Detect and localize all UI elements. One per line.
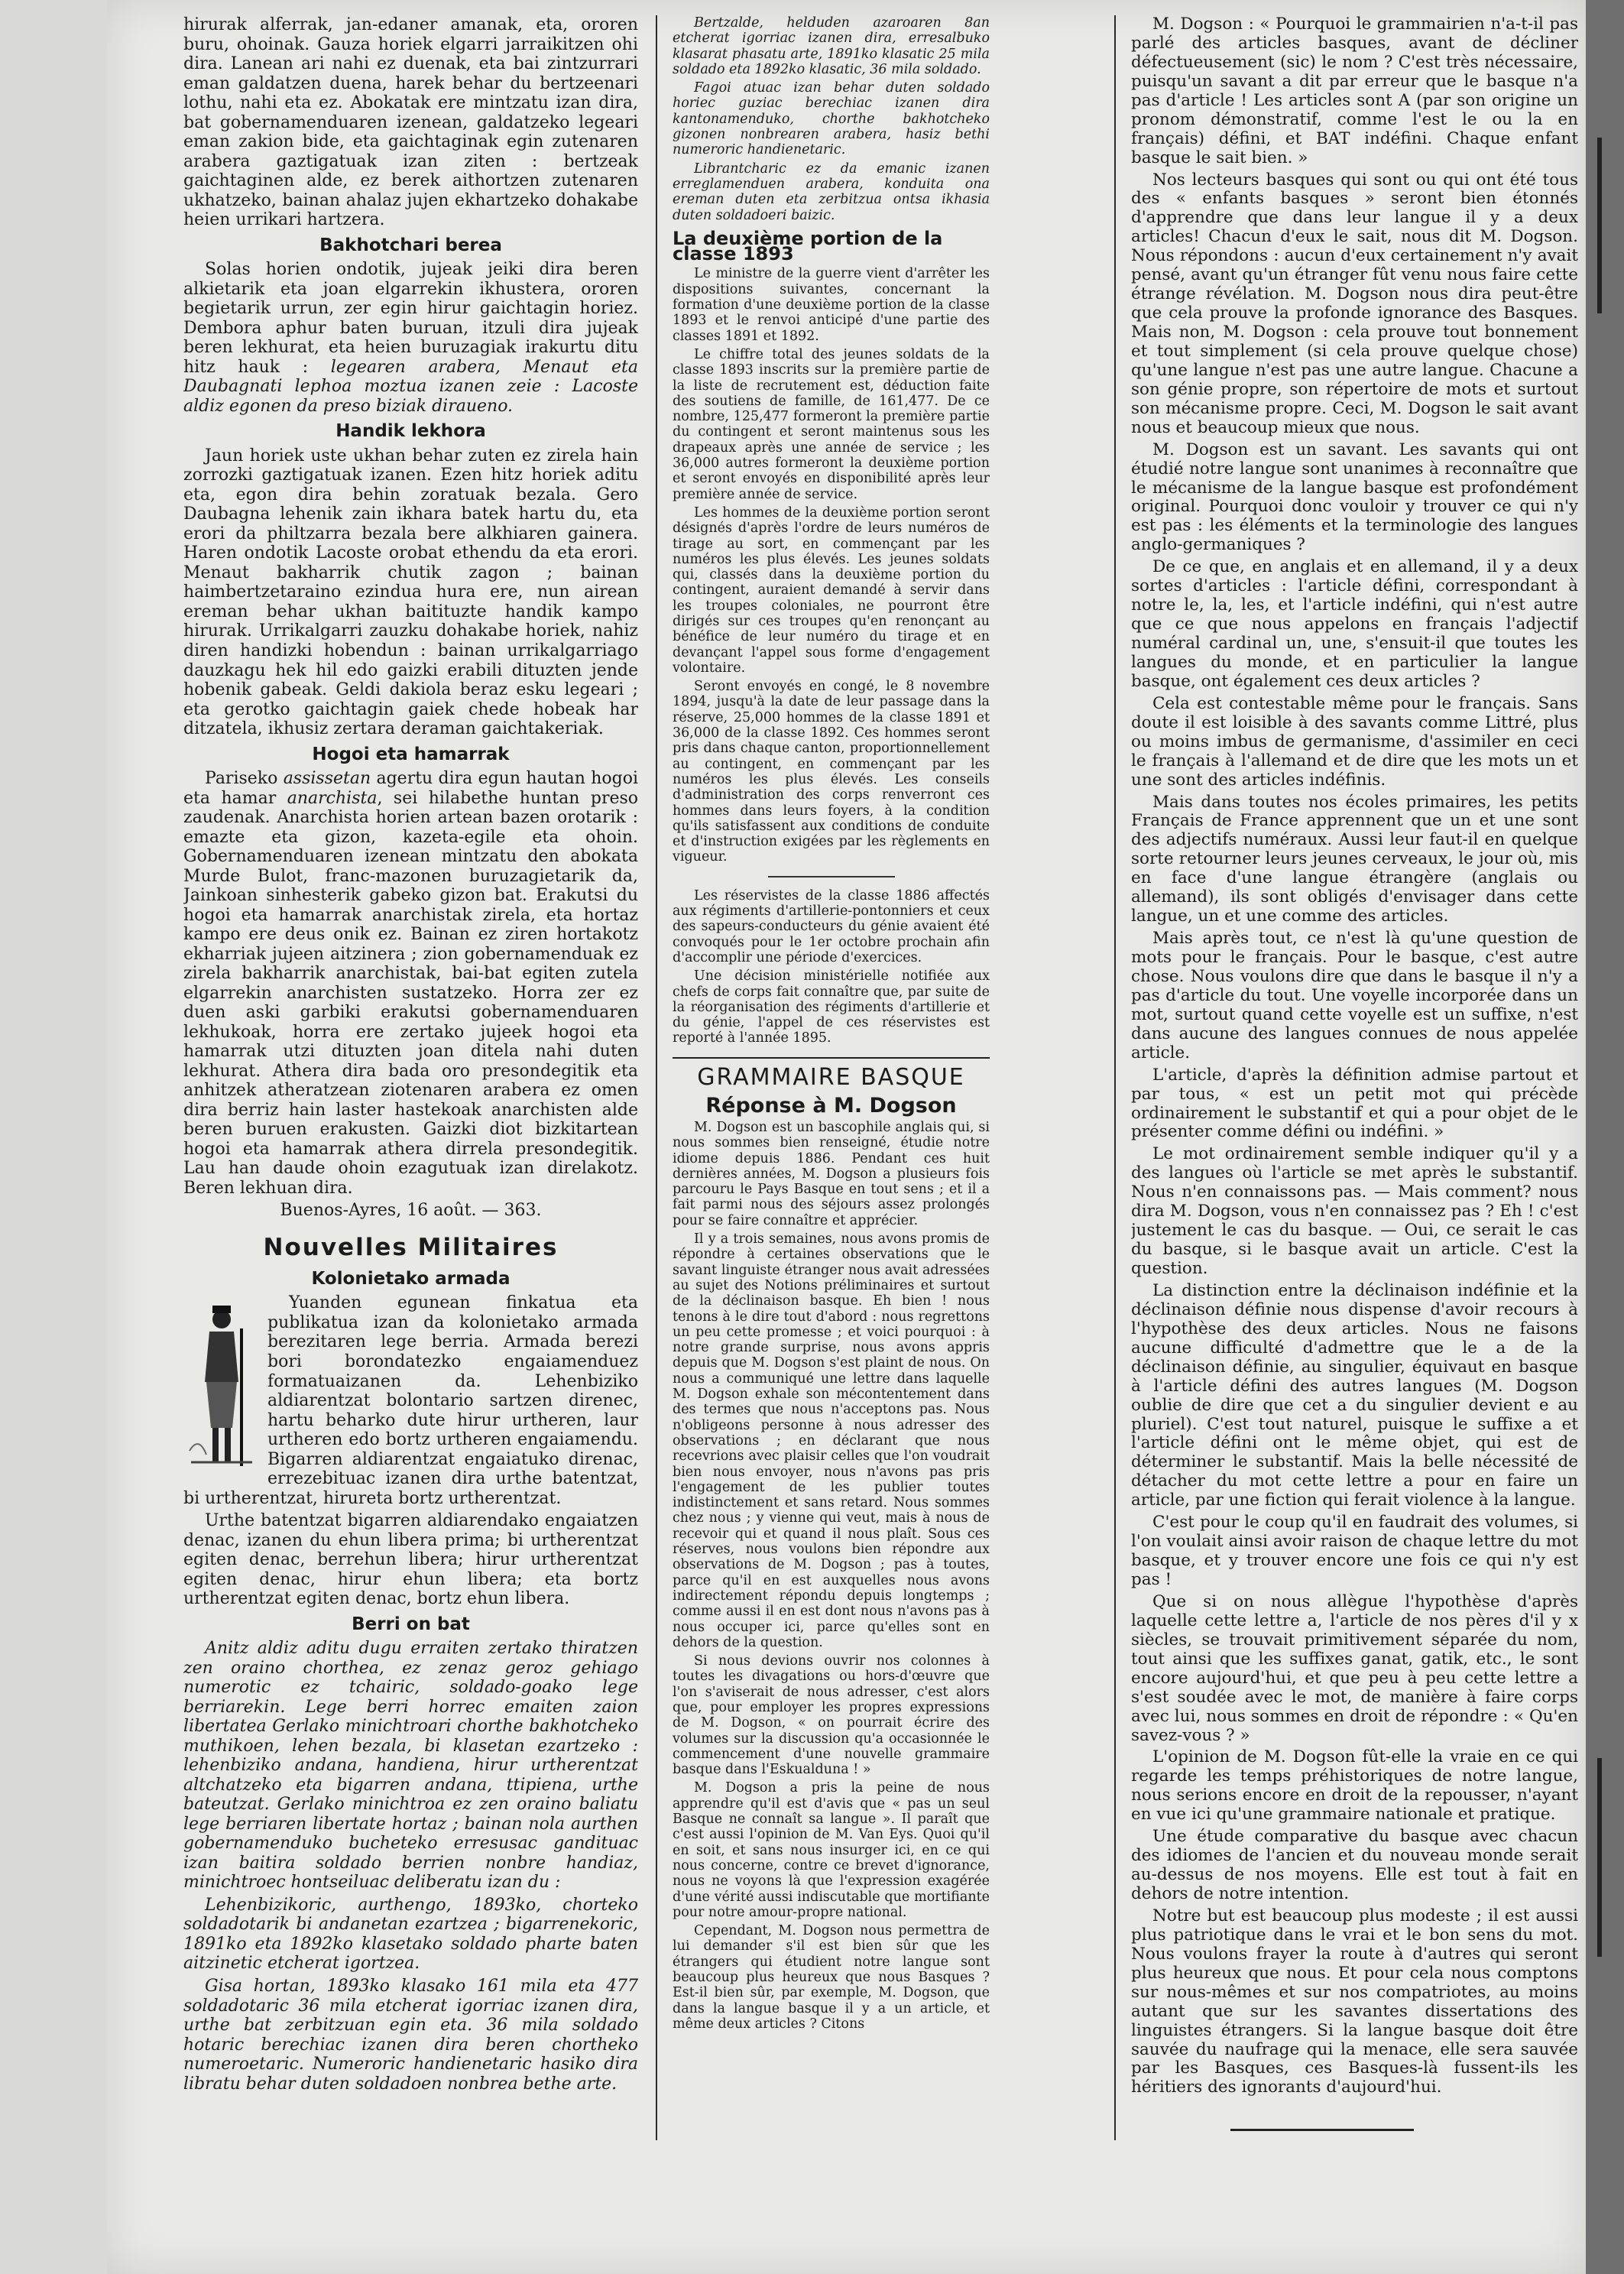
paragraph: Fagoi atuac izan behar duten soldado horiec guziac berechiac izanen dira kantonamenduko, chorthe bakhotcheko gizonen nonbrearen arabera, hasiz bethi numeroric handienetaric. bbox=[673, 80, 990, 158]
italic-text: legearen arabera, Menaut eta Daubagnati lephoa moztua izanen zeie : Lacoste aldiz egonen da preso biziak diraueno. bbox=[183, 357, 638, 416]
paragraph: Nos lecteurs basques qui sont ou qui ont été tous des « enfants basques » seront bien étonnés d'apprendre que dans leur langue il y a deux articles! Chacun d'eux le sait, nous dit M. Dogson. Nous répondons : aucun d'eux certainement n'y avait pensé, avant qu'un étranger fût venu nous faire cette étrange révélation. M. Dogson nous dira peut-être que cela prouve la profonde ignorance des Basques. Mais non, M. Dogson : cela prouve tout bonnement et tout simplement (si cela prouve quelque chose) qu'une langue n'est pas une autre langue. Chacune a son génie propre, son répertoire de mots et surtout son mécanisme propre. Ceci, M. Dogson le sait avant nous et beaucoup mieux que nous. bbox=[1131, 170, 1578, 437]
text: Solas horien ondotik, jujeak jeiki dira beren alkietarik eta joan elgarrekin ikhustera, ororen begietarik urrun, zer egin hirur gaichtagin horiez. Dembora aphur baten buruan, itzuli dira jujeak beren lekhurat, eta heien buruzagiak irakurtu ditu hitz hauk : bbox=[183, 260, 638, 377]
text: Pariseko bbox=[205, 769, 278, 789]
end-rule bbox=[1230, 2129, 1414, 2131]
paragraph: Cependant, M. Dogson nous permettra de lui demander s'il est bien sûr que les étrangers qui étudient notre langue sont beaucoup plus heureux que nous Basques ? Est-il bien sûr, par exemple, M. Dogson, que dans la langue basque il y a un article, et même deux articles ? Citons bbox=[673, 1923, 990, 2032]
section-heading: Réponse à M. Dogson bbox=[705, 1093, 957, 1118]
section-heading: Hogoi eta hamarrak bbox=[312, 744, 510, 764]
section-heading: Bakhotchari berea bbox=[319, 235, 502, 255]
section-heading: La deuxième portion de la classe 1893 bbox=[673, 227, 943, 265]
paragraph: M. Dogson est un bascophile anglais qui, si nous sommes bien renseigné, étudie notre idiome depuis 1886. Pendant ces huit dernières années, M. Dogson a plusieurs fois parcouru le Pays Basque en tout sens ; et il a fait parmi nous des séjours assez prolongés pour se faire connaître et apprécier. bbox=[673, 1120, 990, 1228]
paragraph: Le mot ordinairement semble indiquer qu'il y a des langues où l'article se met après le substantif. Nous n'en connaissons pas. — Mais comment? nous dira M. Dogson, vous n'en connaissez pas ? Eh ! c'est justement le cas du basque. — Oui, ce serait le cas du basque, si le basque avait un article. C'est la question. bbox=[1131, 1144, 1578, 1278]
section-title: GRAMMAIRE BASQUE bbox=[673, 1057, 990, 1091]
paragraph: Cela est contestable même pour le français. Sans doute il est loisible à des savants comme Littré, plus ou moins imbus de germanisme, d'assimiler en ceci le français à l'allemand et de dire que les mots un et une sont des articles indéfinis. bbox=[1131, 693, 1578, 790]
italic-text: assissetan bbox=[283, 769, 371, 789]
section-title: Nouvelles Militaires bbox=[263, 1233, 559, 1261]
text: , sei hilabethe huntan preso zaudenak. Anarchista horien artean bazen orotarik : emazte eta gizon, kazeta-egile eta ohoin. Gobernamenduaren izenean mintzatu den abokata Murde Bulot, franc-mazonen buruzagietarik da, Jainkoan sinhesterik gabeko gizon bat. Erakutsi du hogoi eta hamarrak anarchistak zirela, eta hortaz kampo ere deus onik ez. Bainan ez ziren hortakotz ekharriak jujeen aitzinera ; zion gobernamenduak ez zirela bakharrik anarchistak, bai-bat egiten zutela elgarrekin anarchisten sustatzeko. Horra zer ez duen aski garbiki erakutsi gobernamenduaren lekhukoak, horra ere zertako jujeek hogoi eta hamarrak utzi dituzten joan ditela nahi duten lekhurat. Athera dira bada oro presondegitik eta anhitzek atheratzean ziotenaren arabera ez omen dira berriz hain laster hastekoak anarchisten alde beren buruen erakusten. Gaizki diot bizkitartean hogoi eta hamarrak athera dirrela presondegitik. Lau han daude ohoin ezagutuak izan direlakotz. Beren lekhuan dira. bbox=[183, 788, 638, 1198]
paragraph: M. Dogson : « Pourquoi le grammairien n'a-t-il pas parlé des articles basques, avant de décliner défectueusement (sic) le nom ? C'est très nécessaire, puisqu'un savant a dit par erreur que le basque n'a pas d'article ! Les articles sont A (par son origine un pronom démonstratif, comme l'est le ou la en français) défini, et BAT indéfini. Chaque enfant basque le sait bien. » bbox=[1131, 15, 1578, 167]
paragraph: Notre but est beaucoup plus modeste ; il est aussi plus patriotique dans le vrai et le bon sens du mot. Nous voulons frayer la route à d'autres qui seront plus heureux que nous. Et pour cela nous comptons sur nous-mêmes et sur nos compatriotes, au moins autant que sur les savantes dissertations des linguistes étrangers. Si la langue basque doit être sauvée du naufrage qui la menace, elle sera sauvée par les Basques, ces Basques-là fussent-ils les héritiers des ignorants d'aujourd'hui. bbox=[1131, 1906, 1578, 2097]
paragraph: Que si on nous allègue l'hypothèse d'après laquelle cette lettre a, l'article de nos pères d'il y x siècles, se trouvait primitivement séparée du nom, tout ainsi que les suffixes ganat, gatik, etc., le sont encore aujourd'hui, et que peu à peu cette lettre a s'est soudée avec le mot, de manière à faire corps avec lui, nous sommes en droit de répondre : « Qu'en savez-vous ? » bbox=[1131, 1591, 1578, 1745]
paragraph: Yuanden egunean finkatua eta publikatua izan da kolonietako armada berezitaren lege berria. Armada berezi bori borondatezko engaiamenduez formatuaizanen da. Lehenbiziko aldiarentzat bolontario sartzen direnec, hartu beharko dute hirur urtheren, laur urtheren edo bortz urtheren engaiamendu. Bigarren aldiarentzat engaiatuko direnac, errezebituac izanen dira urthe batentzat, bi urtherentzat, hirureta bortz urtherentzat. bbox=[183, 1293, 638, 1508]
divider bbox=[768, 876, 895, 877]
paragraph: Le chiffre total des jeunes soldats de la classe 1893 inscrits sur la première partie de la liste de recrutement est, déduction faite des soutiens de famille, de 161,477. De ce nombre, 125,477 formeront la première partie du contingent et seront maintenus sous les drapeaux après une année de service ; les 36,000 autres formeront la deuxième portion et seront envoyés en disponibilité après leur première année de service. bbox=[673, 346, 990, 502]
dateline: Buenos-Ayres, 16 août. — 363. bbox=[280, 1201, 542, 1221]
paragraph: Gisa hortan, 1893ko klasako 161 mila eta 477 soldadotaric 36 mila etcherat igorriac izanen dira, urthe bat zerbitzuan egin eta. 36 mila soldado hotaric berechiac izanen dira beren chortheko numeroetaric. Numeroric handienetaric hasiko dira libratu behar duten soldadoen nonbrea bethe arte. bbox=[183, 1976, 638, 2094]
paragraph: Il y a trois semaines, nous avons promis de répondre à certaines observations que le savant linguiste étranger nous avait adressées au sujet des Notions préliminaires et surtout de la déclinaison basque. Eh bien ! nous tenons à le dire tout d'abord : nous regrettons un peu cette promesse ; et voici pourquoi : à notre grande surprise, nous avons appris depuis que M. Dogson s'est plaint de nous. On nous a communiqué une lettre dans laquelle M. Dogson exhale son mécontentement dans des termes que nous n'acceptons pas. Nous n'obligeons personne à nous adresser des observations ; en déclarant que nous recevrions avec plaisir celles que l'on voudrait bien nous envoyer, nous n'avons pas pris l'engagement de les publier toutes indistinctement et sans retard. Nous sommes chez nous ; y vienne qui veut, mais à nous de recevoir qui et quand il nous plaît. Sous ces réserves, nous voulons bien répondre aux observations de M. Dogson ; pas à toutes, parce qu'il en est auxquelles nous avons indirectement répondu depuis longtemps ; comme aussi il en est dont nous n'avons pas à nous occuper ici, parce qu'elles sont en dehors de la question. bbox=[673, 1231, 990, 1650]
scan-margin bbox=[0, 0, 107, 2274]
paragraph bbox=[183, 260, 638, 416]
paragraph: Librantcharic ez da emanic izanen erreglamenduen arabera, konduita ona ereman duten eta zerbitzua ontsa ikhasia duten soldadoeri baizic. bbox=[673, 161, 990, 223]
paragraph: Une étude comparative du basque avec chacun des idiomes de l'ancien et du nouveau monde serait au-dessus de nos moyens. Elle est tout à fait en dehors de notre intention. bbox=[1131, 1827, 1578, 1903]
column-rule bbox=[1114, 15, 1116, 2140]
paragraph: Bertzalde, helduden azaroaren 8an etcherat igorriac izanen dira, erresalbuko klasarat phasatu arte, 1891ko klasatic 25 mila soldado eta 1892ko klasatic, 36 mila soldado. bbox=[673, 15, 990, 77]
paragraph: La distinction entre la déclinaison indéfinie et la déclinaison définie nous dispense d'avoir recours à l'hypothèse des deux articles. Nous ne faisons aucune difficulté d'admettre que le a de la déclinaison définie, au singulier, équivaut en basque à l'article défini des autres langues (M. Dogson oublie de dire que cet a du singulier devient e au pluriel). C'est tout naturel, puisque le suffixe a et l'article défini ont le même objet, qui est de déterminer le substantif. Mais la belle nécessité de détacher du mot cette lettre a pour en faire un article, par une fiction qui ferait violence à la langue. bbox=[1131, 1280, 1578, 1510]
column-2 bbox=[673, 15, 990, 2140]
soldier-illustration bbox=[183, 1298, 258, 1470]
paragraph bbox=[183, 769, 638, 1198]
paragraph: M. Dogson est un savant. Les savants qui ont étudié notre langue sont unanimes à reconnaître que le mécanisme de la langue basque est profondément original. Pourquoi donc vouloir y trouver ce qui n'y est pas : les éléments et la terminologie des langues anglo-germaniques ? bbox=[1131, 440, 1578, 555]
text: agertu dira egun hautan hogoi eta hamar bbox=[183, 769, 638, 808]
page-edge-mark bbox=[1597, 138, 1602, 313]
paragraph: De ce que, en anglais et en allemand, il y a deux sortes d'articles : l'article défini, correspondant à notre le, la, les, et l'article indéfini, qui n'est autre que ce que nous appelons en français l'adjectif numéral cardinal un, une, s'ensuit-il que toutes les langues du monde, et en particulier la langue basque, ont également ces deux articles ? bbox=[1131, 557, 1578, 691]
paragraph: Les hommes de la deuxième portion seront désignés d'après l'ordre de leurs numéros de tirage au sort, en commençant par les numéros les plus élevés. Les jeunes soldats qui, classés dans la deuxième portion du contingent, auraient demandé à servir dans les troupes coloniales, ne pourront être dirigés sur ces troupes qu'en renonçant au bénéfice de leur numéro du tirage et en devançant l'appel sous forme d'engagement volontaire. bbox=[673, 504, 990, 676]
section-heading: Kolonietako armada bbox=[311, 1268, 511, 1289]
column-3 bbox=[1131, 15, 1578, 2140]
section-heading: Handik lekhora bbox=[335, 421, 486, 442]
paragraph: Anitz aldiz aditu dugu erraiten zertako thiratzen zen oraino chorthea, ez zenaz geroz gehiago numerotic ez tchairic, soldado-goako lege berriarekin. Lege berri horrec emaiten zaion libertatea Gerlako minichtroari chorthe bakhotcheko muthikoen, lehen bezala, bi klasetan ezartzeko : lehenbiziko andana, handiena, hirur urtherentzat altchatzeko eta bigarren andana, ttipiena, urthe bateutzat. Gerlako minichtroa ez zen oraino baliatu lege berriaren libertate hortaz ; bainan nola aurthen gobernamenduko bucheteko erresusac gandituac izan baitira soldado berrien nonbre handiaz, minichtroec hontseiluac deliberatu izan du : bbox=[183, 1639, 638, 1893]
paragraph: Si nous devions ouvrir nos colonnes à toutes les divagations ou hors-d'œuvre que l'on s'aviserait de nous adresser, c'est alors que, pour employer les propres expressions de M. Dogson, « on pourrait écrire des volumes sur la discussion qu'a occasionnée le commencement d'une nouvelle grammaire basque dans l'Eskualduna ! » bbox=[673, 1653, 990, 1778]
paragraph: L'opinion de M. Dogson fût-elle la vraie en ce qui regarde les temps préhistoriques de notre langue, nous serions encore en droit de la repousser, n'ayant en vue ici qu'une grammaire nationale et pratique. bbox=[1131, 1747, 1578, 1825]
paragraph: Mais dans toutes nos écoles primaires, les petits Français de France apprennent que un et une sont des adjectifs numéraux. Aussi leur faut-il en quelque sorte retourner leurs jeunes cerveaux, le jour où, mis en face d'une langue étrangère (anglais ou allemand), ils sont obligés d'envisager dans cette langue, un et une comme des articles. bbox=[1131, 792, 1578, 926]
paragraph: L'article, d'après la définition admise partout et par tous, « est un petit mot qui précède ordinairement le substantif et qui a pour objet de le présenter comme défini ou indéfini. » bbox=[1131, 1065, 1578, 1142]
column-rule bbox=[656, 15, 657, 2140]
italic-text: anarchista bbox=[287, 788, 378, 808]
paragraph: Le ministre de la guerre vient d'arrêter les dispositions suivantes, concernant la formation d'une deuxième portion de la classe 1893 et le renvoi anticipé d'une partie des classes 1891 et 1892. bbox=[673, 266, 990, 344]
paragraph: Lehenbizikoric, aurthengo, 1893ko, chorteko soldadotarik bi andanetan ezartzea ; bigarrenekoric, 1891ko eta 1892ko klasetako soldado pharte baten aitzinetic etcherat igortzea. bbox=[183, 1895, 638, 1974]
paragraph: Urthe batentzat bigarren aldiarendako engaiatzen denac, izanen du ehun libera prima; bi urtherentzat egiten denac, berrehun libera; hirur urtherentzat egiten denac, hirur ehun libera; eta bortz urtherentzat egiten denac, bortz ehun libera. bbox=[183, 1511, 638, 1609]
paragraph: hirurak alferrak, jan-edaner amanak, eta, ororen buru, ohoinak. Gauza horiek elgarri jarraikitzen ohi dira. Lanean ari nahi ez duenak, eta bai zintzurrari eman galdatzen duena, harek behar du bertzeenari lothu, nahi eta ez. Abokatak ere mintzatu izan dira, bat gobernamenduaren izenean, galdatzeko legeari eman zakion bide, eta gaichtaginak egin zutenaren arabera gaztigatuak izan ziten : bertzeak gaichtaginen alde, ez berek aithortzen zutenaren ukhatzeko, bainan ahalaz jujen ekhartzeko dohakabe heien urrikari hartzera. bbox=[183, 15, 638, 230]
column-1 bbox=[183, 15, 638, 2140]
page-edge-mark bbox=[1597, 1758, 1602, 1957]
paragraph: Mais après tout, ce n'est là qu'une question de mots pour le français. Pour le basque, c'est autre chose. Nous voulons dire que dans le basque il n'y a pas d'article du tout. Une voyelle incorporée dans un mot, surtout quand cette voyelle est un suffixe, n'est dans aucune des langues connues de nous appelée article. bbox=[1131, 929, 1578, 1062]
paragraph: Seront envoyés en congé, le 8 novembre 1894, jusqu'à la date de leur passage dans la réserve, 25,000 hommes de la classe 1891 et 36,000 de la classe 1892. Ces hommes seront pris dans chaque canton, proportionnellement au contingent, en commençant par les numéros les plus élevés. Les conseils d'administration des corps renverront ces hommes dans leurs foyers, à la condition qu'ils satisfassent aux conditions de conduite et d'instruction exigées par les règlements en vigueur. bbox=[673, 679, 990, 865]
paragraph: Jaun horiek uste ukhan behar zuten ez zirela hain zorrozki gaztigatuak izanen. Ezen hitz horiek aditu eta, egon dira behin zoratuak bezala. Gero Daubagna lehenik zain ikhara batek hartu du, eta erori da philtzarra bezala bere alkhiaren gainera. Haren ondotik Lacoste orobat ethendu da eta erori. Menaut bakharrik chutik zagon ; bainan haimbertzetaraino ezindua hura ere, nun airean ereman behar ukhan baitituzte handik kampo hirurak. Urrikalgarri zauzku dohakabe horiek, nahiz diren handizki hobendun : bainan urrikalgarriago dauzkagu hek hil edo gaizki erabili dituzten jende hobenik gabeak. Geldi dakiola beraz esku legeari ; eta gerotko gaichtagin gaiek chede hobeak har ditzatela, ikhusiz zertara deraman gaichtakeriak. bbox=[183, 446, 638, 739]
paragraph: C'est pour le coup qu'il en faudrait des volumes, si l'on voulait ainsi avoir raison de chaque lettre du mot basque, et y trouver encore une fois ce qui n'y est pas ! bbox=[1131, 1513, 1578, 1589]
section-heading: Berri on bat bbox=[352, 1614, 470, 1634]
paragraph: Les réservistes de la classe 1886 affectés aux régiments d'artillerie-pontonniers et ceux des sapeurs-conducteurs du génie avaient été convoqués pour le 1er octobre prochain afin d'accomplir une période d'exercices. bbox=[673, 887, 990, 965]
paragraph: Une décision ministérielle notifiée aux chefs de corps fait connaître que, par suite de la réorganisation des régiments d'artillerie et du génie, l'appel de ces réservistes est reporté à l'année 1895. bbox=[673, 968, 990, 1046]
paragraph: M. Dogson a pris la peine de nous apprendre qu'il est d'avis que « pas un seul Basque ne connaît sa langue ». Il paraît que c'est aussi l'opinion de M. Van Eys. Quoi qu'il en soit, et sans nous insurger ici, en ce qui nous concerne, contre ce brevet d'ignorance, nous ne voyons là que l'expression exagérée d'une vérité aussi indiscutable que mortifiante pour notre amour-propre national. bbox=[673, 1780, 990, 1920]
